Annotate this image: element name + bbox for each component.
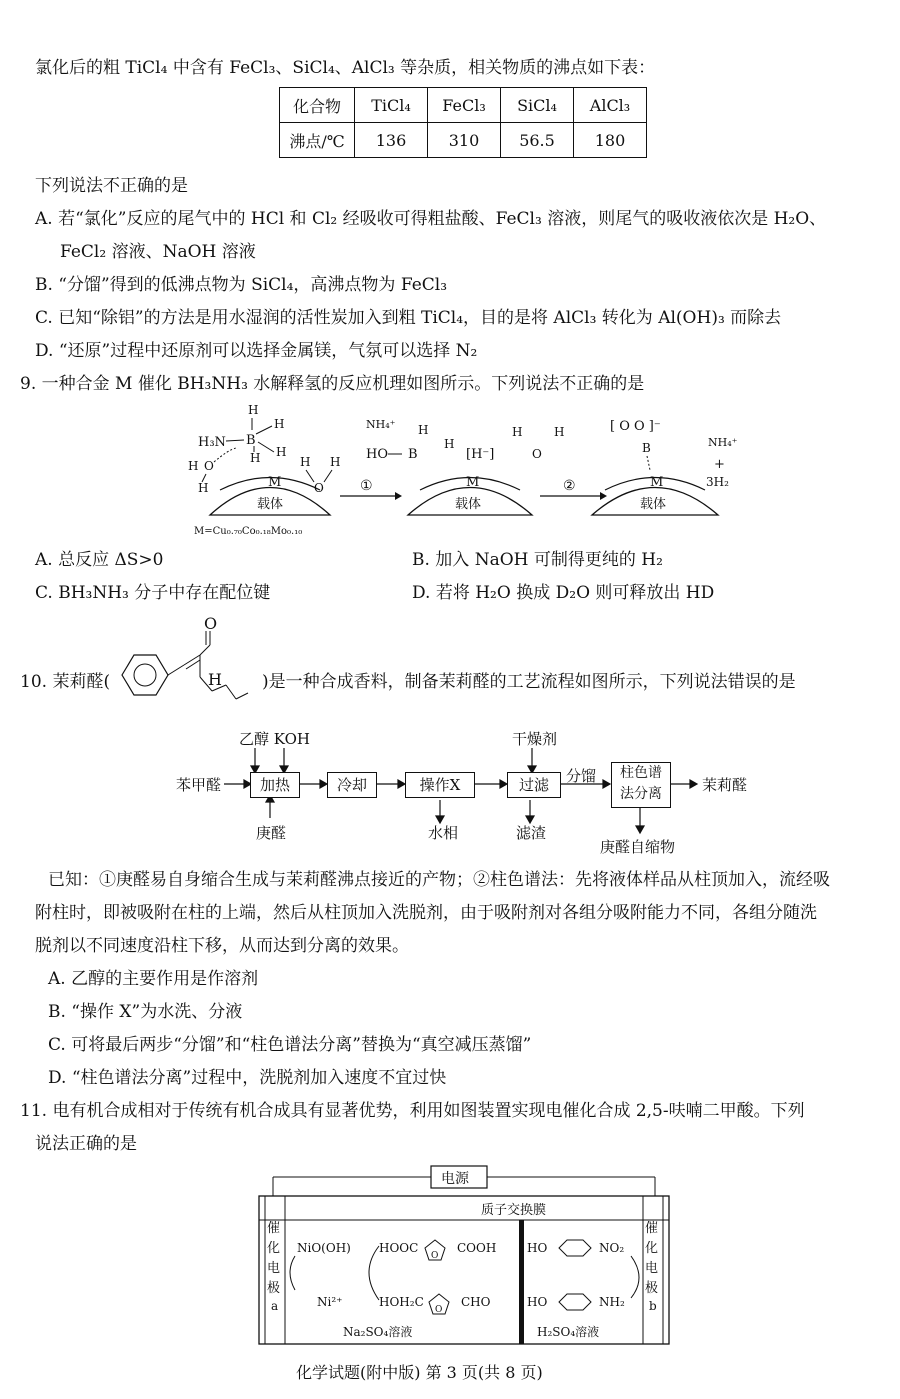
flow-residue: 滤渣 <box>516 824 547 842</box>
page-footer: 化学试题(附中版) 第 3 页(共 8 页) <box>296 1363 543 1382</box>
q8-option-a: A. 若“氯化”反应的尾气中的 HCl 和 Cl₂ 经吸收可得粗盐酸、FeCl₃ 溶液，则尾气的吸收液依次是 H₂O、 <box>35 209 827 229</box>
table-cell: 化合物 <box>280 88 355 123</box>
svg-text:H: H <box>188 459 199 473</box>
svg-text:催: 催 <box>267 1221 281 1236</box>
svg-text:化: 化 <box>645 1241 659 1256</box>
flow-heptanal: 庚醛 <box>256 824 287 842</box>
svg-text:NO₂: NO₂ <box>599 1241 625 1255</box>
hydrogen-label: 3H₂ <box>706 475 729 489</box>
svg-text:O: O <box>314 481 324 495</box>
q10-option-d: D. “柱色谱法分离”过程中，洗脱剂加入速度不宜过快 <box>48 1068 447 1088</box>
svg-text:O: O <box>431 1251 439 1261</box>
table-cell: SiCl₄ <box>501 88 574 123</box>
flow-opx-box: 操作X <box>405 772 475 798</box>
ammonium-label: NH₄⁺ <box>366 418 396 431</box>
svg-text:H: H <box>300 455 311 469</box>
svg-text:H: H <box>248 403 259 417</box>
borate-label: [ O O ]⁻ <box>610 419 661 434</box>
svg-text:NiO(OH): NiO(OH) <box>297 1241 351 1255</box>
flow-filter-box: 过滤 <box>507 772 561 798</box>
q10-option-b: B. “操作 X”为水洗、分液 <box>48 1002 243 1022</box>
q9-stem: 9. 一种合金 M 催化 BH₃NH₃ 水解释氢的反应机理如图所示。下列说法不正确的是 <box>20 374 645 394</box>
svg-text:CHO: CHO <box>461 1295 491 1309</box>
svg-text:H: H <box>250 451 261 465</box>
svg-text:载体: 载体 <box>455 497 482 512</box>
table-cell: TiCl₄ <box>355 88 428 123</box>
q8-option-d: D. “还原”过程中还原剂可以选择金属镁，气氛可以选择 N₂ <box>35 341 478 361</box>
q8-option-a-cont: FeCl₂ 溶液、NaOH 溶液 <box>60 242 256 262</box>
svg-text:B: B <box>642 441 651 455</box>
flow-cool-box: 冷却 <box>327 772 377 798</box>
left-solution: Na₂SO₄溶液 <box>343 1325 413 1339</box>
metal-label: M <box>268 475 282 490</box>
q8-stem: 下列说法不正确的是 <box>35 176 188 196</box>
svg-text:HOH₂C: HOH₂C <box>379 1295 424 1309</box>
svg-text:NH₂: NH₂ <box>599 1295 625 1309</box>
q11-electrolysis-cell <box>255 1160 675 1350</box>
flow-byproduct: 庚醛自缩物 <box>600 838 676 856</box>
q10-stem-end: )是一种合成香料，制备茉莉醛的工艺流程如图所示，下列说法错误的是 <box>262 672 796 692</box>
svg-text:HO: HO <box>527 1241 548 1255</box>
aldehyde-h: H <box>208 670 222 689</box>
svg-text:O: O <box>532 447 542 461</box>
svg-text:H: H <box>554 425 565 439</box>
svg-text:电: 电 <box>267 1261 281 1276</box>
flow-product: 茉莉醛 <box>702 776 748 794</box>
q10-known-1: 已知：①庚醛易自身缩合生成与茉莉醛沸点接近的产物；②柱色谱法：先将液体样品从柱顶加入，流经吸 <box>48 870 830 890</box>
svg-text:电: 电 <box>645 1261 659 1276</box>
svg-text:HOOC: HOOC <box>379 1241 419 1255</box>
svg-text:H: H <box>418 423 429 437</box>
step-2-label: ② <box>563 478 576 494</box>
table-cell: 180 <box>574 123 647 158</box>
h3n-label: H₃N <box>198 435 226 450</box>
svg-text:HO: HO <box>366 447 388 462</box>
q9-option-d: D. 若将 H₂O 换成 D₂O 则可释放出 HD <box>412 583 715 603</box>
q9-option-a: A. 总反应 ΔS>0 <box>35 550 164 570</box>
flow-column-line1: 柱色谱 <box>620 765 662 781</box>
flow-column-box <box>611 762 671 808</box>
svg-text:O: O <box>204 459 214 473</box>
svg-text:+: + <box>714 457 725 472</box>
q10-option-c: C. 可将最后两步“分馏”和“柱色谱法分离”替换为“真空减压蒸馏” <box>48 1035 532 1055</box>
svg-text:HO: HO <box>527 1295 548 1309</box>
q11-stem-1: 11. 电有机合成相对于传统有机合成具有显著优势，利用如图装置实现电催化合成 2,5-呋喃二甲酸。下列 <box>20 1101 805 1121</box>
table-cell: 56.5 <box>501 123 574 158</box>
table-cell: 310 <box>428 123 501 158</box>
svg-text:H: H <box>330 455 341 469</box>
q10-known-3: 脱剂以不同速度沿柱下移，从而达到分离的效果。 <box>35 936 409 956</box>
flow-reagents-top: 乙醇 KOH <box>239 730 310 748</box>
q11-stem-2: 说法正确的是 <box>35 1134 137 1154</box>
flow-fractionate: 分馏 <box>566 767 597 785</box>
svg-text:极: 极 <box>267 1281 281 1296</box>
power-label: 电源 <box>441 1171 469 1187</box>
table-cell: FeCl₃ <box>428 88 501 123</box>
svg-text:COOH: COOH <box>457 1241 497 1255</box>
svg-text:b: b <box>649 1299 657 1313</box>
q10-option-a: A. 乙醇的主要作用是作溶剂 <box>48 969 259 989</box>
svg-text:O: O <box>435 1305 443 1315</box>
q9-option-c: C. BH₃NH₃ 分子中存在配位键 <box>35 583 271 603</box>
flow-start: 苯甲醛 <box>176 776 222 794</box>
carrier-label: 载体 <box>257 497 284 512</box>
svg-text:M: M <box>466 475 480 490</box>
right-solution: H₂SO₄溶液 <box>537 1325 600 1339</box>
svg-text:极: 极 <box>645 1281 659 1296</box>
svg-text:催: 催 <box>645 1221 659 1236</box>
svg-text:NH₄⁺: NH₄⁺ <box>708 436 738 449</box>
intro-line: 氯化后的粗 TiCl₄ 中含有 FeCl₃、SiCl₄、AlCl₃ 等杂质，相关物质的沸点如下表： <box>35 58 656 78</box>
svg-text:Ni²⁺: Ni²⁺ <box>317 1295 343 1309</box>
flow-heat-box: 加热 <box>250 772 300 798</box>
table-cell: 136 <box>355 123 428 158</box>
q8-option-b: B. “分馏”得到的低沸点物为 SiCl₄，高沸点物为 FeCl₃ <box>35 275 448 295</box>
q10-known-2: 附柱时，即被吸附在柱的上端，然后从柱顶加入洗脱剂，由于吸附剂对各组分吸附能力不同，各组分随洗 <box>35 903 817 923</box>
svg-text:H: H <box>444 437 455 451</box>
svg-text:H: H <box>276 445 287 459</box>
svg-text:H: H <box>274 417 285 431</box>
membrane-label: 质子交换膜 <box>481 1203 547 1218</box>
svg-text:M: M <box>650 475 664 490</box>
svg-text:a: a <box>271 1299 279 1313</box>
boron-label: B <box>246 433 256 448</box>
svg-text:化: 化 <box>267 1241 281 1256</box>
flow-drying-agent: 干燥剂 <box>512 730 558 748</box>
flow-aqueous: 水相 <box>428 824 459 842</box>
hydride-label: [H⁻] <box>466 447 495 462</box>
svg-text:H: H <box>512 425 523 439</box>
flow-column-line2: 法分离 <box>620 786 662 802</box>
q9-option-b: B. 加入 NaOH 可制得更纯的 H₂ <box>412 550 663 570</box>
alloy-formula: M=Cu₀.₇₀Co₀.₁₈Mo₀.₁₀ <box>194 526 303 537</box>
step-1-label: ① <box>360 478 373 494</box>
carbonyl-o: O <box>204 615 218 633</box>
table-cell: AlCl₃ <box>574 88 647 123</box>
svg-text:H: H <box>198 481 209 495</box>
table-cell: 沸点/℃ <box>280 123 355 158</box>
q10-stem-start: 10. 茉莉醛( <box>20 672 111 692</box>
q8-option-c: C. 已知“除铝”的方法是用水湿润的活性炭加入到粗 TiCl₄，目的是将 AlCl₃ 转化为 Al(OH)₃ 而除去 <box>35 308 782 328</box>
svg-text:B: B <box>408 447 418 462</box>
svg-text:载体: 载体 <box>640 497 667 512</box>
